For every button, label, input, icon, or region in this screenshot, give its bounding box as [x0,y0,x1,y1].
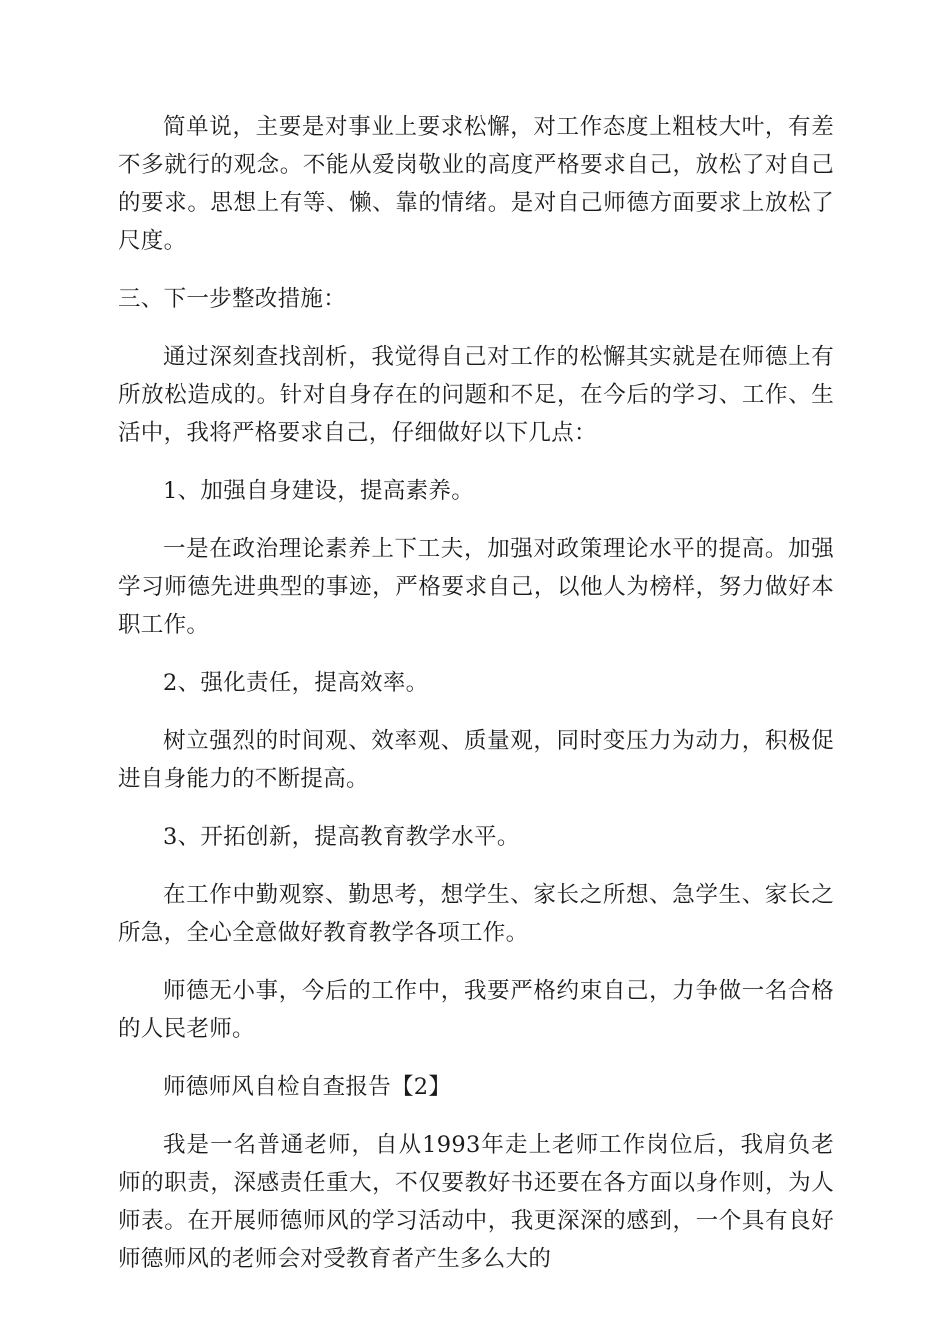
document-body [118,108,834,1298]
paragraph-analysis: 通过深刻查找剖析，我觉得自己对工作的松懈其实就是在师德上有所放松造成的。针对自身存在的问题和不足，在今后的学习、工作、生活中，我将严格要求自己，仔细做好以下几点： [118,344,834,446]
section-heading-next-steps: 三、下一步整改措施： [118,286,347,312]
paragraph-item-3-detail: 在工作中勤观察、勤思考，想学生、家长之所想、急学生、家长之所急，全心全意做好教育教学各项工作。 [118,882,834,946]
paragraph-item-2-detail: 树立强烈的时间观、效率观、质量观，同时变压力为动力，积极促进自身能力的不断提高。 [118,728,834,792]
paragraph-summary: 简单说，主要是对事业上要求松懈，对工作态度上粗枝大叶，有差不多就行的观念。不能从爱岗敬业的高度严格要求自己，放松了对自己的要求。思想上有等、懒、靠的情绪。是对自己师德方面要求上放松了尺度。 [118,114,834,254]
list-item-1: 1、加强自身建设，提高素养。 [163,478,475,504]
paragraph-report-2-intro: 我是一名普通老师，自从1993年走上老师工作岗位后，我肩负老师的职责，深感责任重大，不仅要教好书还要在各方面以身作则，为人师表。在开展师德师风的学习活动中，我更深深的感到，一个具有良好师德师风的老师会对受教育者产生多么大的 [118,1132,834,1272]
list-item-2: 2、强化责任，提高效率。 [163,670,429,696]
list-item-3: 3、开拓创新，提高教育教学水平。 [163,824,520,850]
paragraph-conclusion: 师德无小事，今后的工作中，我要严格约束自己，力争做一名合格的人民老师。 [118,978,834,1042]
report-title-2: 师德师风自检自查报告【2】 [163,1074,452,1100]
paragraph-item-1-detail: 一是在政治理论素养上下工夫，加强对政策理论水平的提高。加强学习师德先进典型的事迹，严格要求自己，以他人为榜样，努力做好本职工作。 [118,536,834,638]
